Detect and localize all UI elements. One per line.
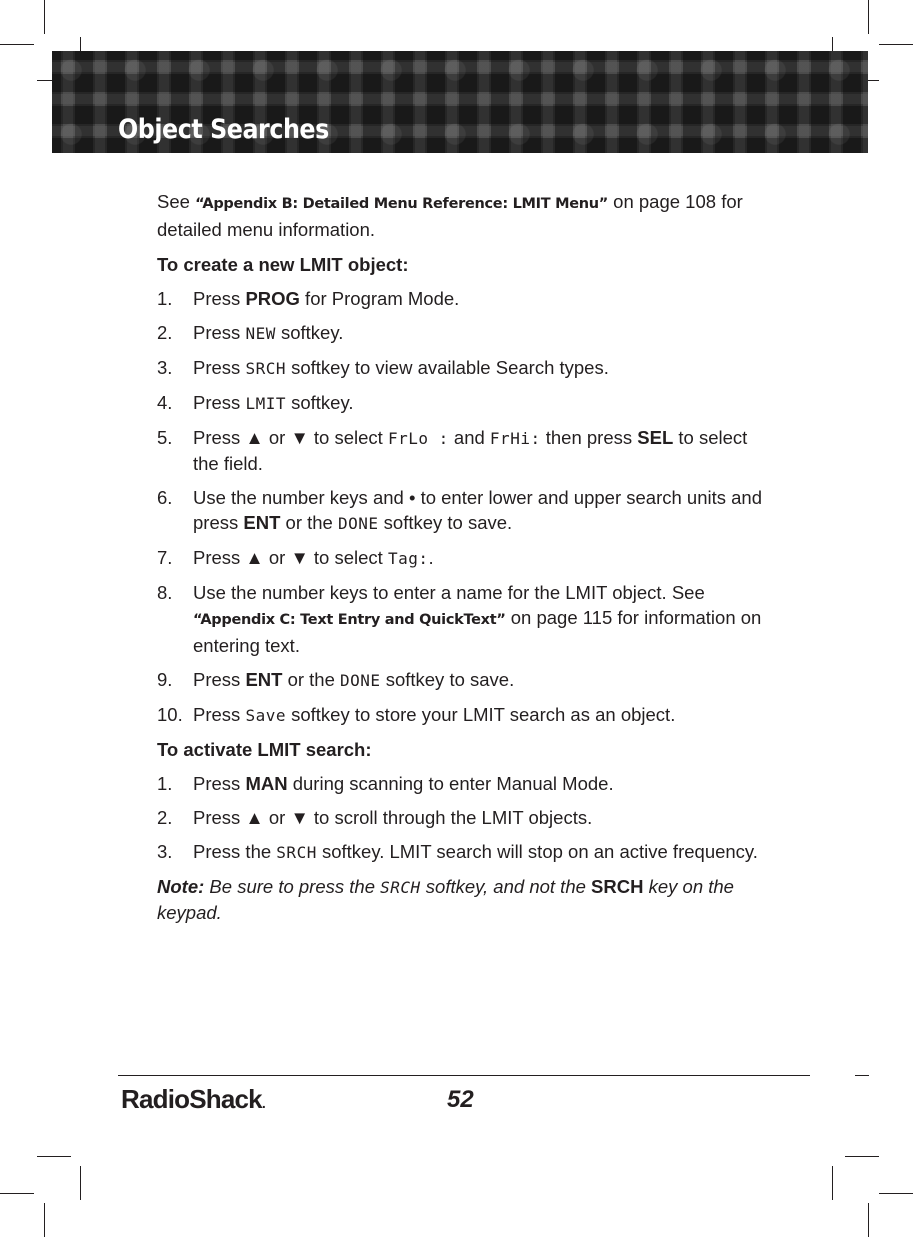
list-item: 5. Press ▲ or ▼ to select FrLo : and FrHi: then press SEL to select the field. xyxy=(157,427,748,474)
frhi-field: FrHi: xyxy=(489,429,541,448)
new-softkey: NEW xyxy=(245,324,276,343)
list-item: 6. Use the number keys and • to enter lower and upper search units and press ENT or the DONE softkey to save. xyxy=(157,487,763,533)
note-paragraph: Note: Be sure to press the SRCH softkey, and not the SRCH key on the keypad. xyxy=(157,876,734,923)
crop-mark xyxy=(44,0,45,34)
list-item: 10. Press Save softkey to store your LMIT search as an object. xyxy=(157,704,676,725)
list-item: 1. Press PROG for Program Mode. xyxy=(157,288,460,309)
crop-mark xyxy=(37,1156,71,1157)
crop-mark xyxy=(868,1203,869,1237)
ent-key: ENT xyxy=(243,512,281,533)
prog-key: PROG xyxy=(245,288,300,309)
done-softkey: DONE xyxy=(340,671,381,690)
list-item: 8. Use the number keys to enter a name for the LMIT object. See “Appendix C: Text Entry and QuickText” on page 115 for information on entering text. xyxy=(157,582,762,656)
page-number: 52 xyxy=(447,1086,474,1113)
list-item: 2. Press ▲ or ▼ to scroll through the LMIT objects. xyxy=(157,807,593,828)
lmit-softkey: LMIT xyxy=(245,394,286,413)
srch-softkey: SRCH xyxy=(276,843,317,862)
crop-mark xyxy=(855,1075,869,1076)
save-softkey: Save xyxy=(245,706,286,725)
crop-mark xyxy=(0,44,34,45)
tag-field: Tag: xyxy=(387,549,429,568)
crop-mark xyxy=(0,1193,34,1194)
appendix-c-reference[interactable]: “Appendix C: Text Entry and QuickText” xyxy=(193,612,506,628)
srch-softkey: SRCH xyxy=(245,359,286,378)
list-item: 4. Press LMIT softkey. xyxy=(157,392,354,413)
list-item: 7. Press ▲ or ▼ to select Tag:. xyxy=(157,547,434,568)
crop-mark xyxy=(879,44,913,45)
list-item: 3. Press SRCH softkey to view available Search types. xyxy=(157,357,609,378)
page-content xyxy=(157,189,777,925)
srch-key: SRCH xyxy=(591,876,644,897)
list-item: 2. Press NEW softkey. xyxy=(157,322,344,343)
appendix-b-reference[interactable]: “Appendix B: Detailed Menu Reference: LMIT Menu” xyxy=(195,196,609,212)
sel-key: SEL xyxy=(637,427,674,448)
ent-key: ENT xyxy=(245,669,283,690)
footer-rule xyxy=(118,1075,810,1076)
intro-paragraph: See “Appendix B: Detailed Menu Reference: LMIT Menu” on page 108 for detailed menu information. xyxy=(157,191,743,240)
activate-steps-list xyxy=(157,771,777,865)
radioshack-logo: RadioShack. xyxy=(121,1084,265,1114)
srch-softkey: SRCH xyxy=(380,878,421,897)
list-item: 3. Press the SRCH softkey. LMIT search will stop on an active frequency. xyxy=(157,841,758,862)
activate-heading: To activate LMIT search: xyxy=(157,739,372,760)
list-item: 1. Press MAN during scanning to enter Manual Mode. xyxy=(157,773,614,794)
note-label: Note: xyxy=(157,876,205,897)
create-heading: To create a new LMIT object: xyxy=(157,254,409,275)
frlo-field: FrLo : xyxy=(387,429,449,448)
crop-mark xyxy=(879,1193,913,1194)
create-steps-list xyxy=(157,286,777,728)
crop-mark xyxy=(80,1166,81,1200)
crop-mark xyxy=(832,1166,833,1200)
man-key: MAN xyxy=(245,773,288,794)
crop-mark xyxy=(44,1203,45,1237)
done-softkey: DONE xyxy=(337,514,379,533)
crop-mark xyxy=(868,0,869,34)
section-title: Object Searches xyxy=(118,114,329,145)
list-item: 9. Press ENT or the DONE softkey to save. xyxy=(157,669,515,690)
crop-mark xyxy=(845,1156,879,1157)
